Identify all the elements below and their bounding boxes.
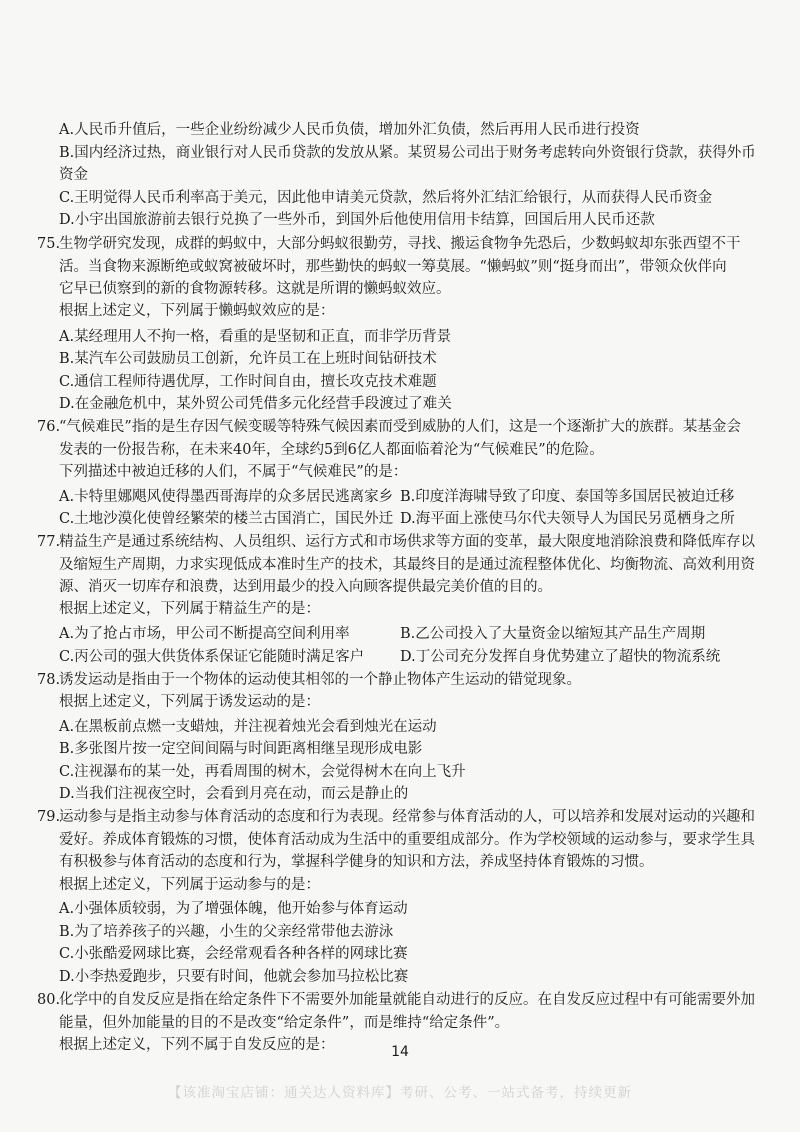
q79-prompt: 根据上述定义，下列属于运动参与的是： [59, 877, 320, 893]
q79-stem: 有积极参与体育活动的态度和行为，掌握科学健身的知识和方法，养成坚持体育锻炼的习惯。 [59, 854, 654, 870]
q77-prompt: 根据上述定义，下列属于精益生产的是： [59, 601, 320, 617]
q78-number: 78. [37, 672, 61, 688]
q75-option-a: A.某经理用人不拘一格，看重的是坚韧和正直，而非学历背景 [59, 329, 452, 345]
q77-stem: 及缩短生产周期，力求实现低成本准时生产的技术，其最终目的是通过流程整体优化、均衡物流、高效利用资 [59, 557, 755, 573]
q73-option-b-cont: 资金 [59, 167, 88, 183]
q78-option-a: A.在黑板前点燃一支蜡烛，并注视着烛光会看到烛光在运动 [59, 719, 437, 735]
q75-prompt: 根据上述定义，下列属于懒蚂蚁效应的是： [59, 303, 335, 319]
q80-stem: 能量，但外加能量的目的不是改变“给定条件”，而是维持“给定条件”。 [59, 1015, 510, 1031]
watermark: 【该准淘宝店铺：通关达人资料库】考研、公考、一站式备考，持续更新 [168, 1085, 632, 1101]
q79-option-d: D.小李热爱跑步，只要有时间，他就会参加马拉松比赛 [59, 969, 409, 985]
q73-option-b: B.国内经济过热，商业银行对人民币贷款的发放从紧。某贸易公司出于财务考虑转向外资银行贷款，获得外币 [59, 145, 756, 161]
page-number: 14 [391, 1044, 409, 1060]
q75-option-d: D.在金融危机中，某外贸公司凭借多元化经营手段渡过了难关 [59, 396, 452, 412]
q80-stem: 化学中的自发反应是指在给定条件下不需要外加能量就能自动进行的反应。在自发反应过程中有可能需要外加 [59, 992, 755, 1008]
q75-option-c: C.通信工程师待遇优厚，工作时间自由，擅长攻克技术难题 [59, 374, 437, 390]
q79-number: 79. [37, 809, 61, 825]
q79-stem: 爱好。养成体育锻炼的习惯，使体育活动成为生活中的重要组成部分。作为学校领域的运动参与，要求学生具 [59, 832, 755, 848]
q73-option-c: C.王明觉得人民币利率高于美元，因此他申请美元贷款，然后将外汇结汇给银行，从而获得人民币资金 [59, 190, 713, 206]
q77-option-a: A.为了抢占市场，甲公司不断提高空间利用率 [59, 626, 350, 642]
q75-option-b: B.某汽车公司鼓励员工创新，允许员工在上班时间钻研技术 [59, 351, 437, 367]
q75-number: 75. [37, 236, 61, 252]
q80-number: 80. [37, 992, 61, 1008]
q77-option-c: C.丙公司的强大供货体系保证它能随时满足客户 [59, 649, 365, 665]
q76-stem: 发表的一份报告称，在未来40年，全球约5到6亿人都面临着沦为“气候难民”的危险。 [59, 442, 604, 458]
q73-option-d: D.小宇出国旅游前去银行兑换了一些外币，到国外后他使用信用卡结算，回国后用人民币还款 [59, 212, 655, 228]
q75-stem: 生物学研究发现，成群的蚂蚁中，大部分蚂蚁很勤劳，寻找、搬运食物争先恐后，少数蚂蚁却东张西望不干 [59, 236, 741, 252]
q79-option-c: C.小张酷爱网球比赛，会经常观看各种各样的网球比赛 [59, 946, 408, 962]
q77-option-d: D.丁公司充分发挥自身优势建立了超快的物流系统 [400, 649, 721, 665]
q79-stem: 运动参与是指主动参与体育活动的态度和行为表现。经常参与体育活动的人，可以培养和发展对运动的兴趣和 [59, 809, 755, 825]
q76-option-b: B.印度洋海啸导致了印度、泰国等多国居民被迫迁移 [400, 489, 735, 505]
q80-prompt: 根据上述定义，下列不属于自发反应的是： [59, 1037, 335, 1053]
q76-stem: “气候难民”指的是生存因气候变暖等特殊气候因素而受到威胁的人们，这是一个逐渐扩大的族群。某基金会 [59, 419, 741, 435]
q78-option-c: C.注视瀑布的某一处，再看周围的树木，会觉得树木在向上飞升 [59, 764, 466, 780]
q77-stem: 源、消灭一切库存和浪费，达到用最少的投入向顾客提供最完美价值的目的。 [59, 579, 552, 595]
q76-prompt: 下列描述中被迫迁移的人们，不属于“气候难民”的是： [59, 464, 408, 480]
q79-option-b: B.为了培养孩子的兴趣，小生的父亲经常带他去游泳 [59, 924, 394, 940]
q76-option-d: D.海平面上涨使马尔代夫领导人为国民另觅栖身之所 [400, 511, 735, 527]
q78-option-b: B.多张图片按一定空间间隔与时间距离相继呈现形成电影 [59, 741, 423, 757]
q77-number: 77. [37, 534, 61, 550]
q79-option-a: A.小强体质较弱，为了增强体魄，他开始参与体育运动 [59, 901, 408, 917]
q78-option-d: D.当我们注视夜空时，会看到月亮在动，而云是静止的 [59, 786, 409, 802]
q78-stem: 诱发运动是指由于一个物体的运动使其相邻的一个静止物体产生运动的错觉现象。 [59, 672, 581, 688]
q78-prompt: 根据上述定义，下列属于诱发运动的是： [59, 694, 320, 710]
q75-stem: 它早已侦察到的新的食物源转移。这就是所谓的懒蚂蚁效应。 [59, 281, 451, 297]
q77-option-b: B.乙公司投入了大量资金以缩短其产品生产周期 [400, 626, 706, 642]
q73-option-a: A.人民币升值后，一些企业纷纷减少人民币负债，增加外汇负债，然后再用人民币进行投资 [59, 122, 640, 138]
q75-stem: 活。当食物来源断绝或蚁窝被破坏时，那些勤快的蚂蚁一筹莫展。“懒蚂蚁”则“挺身而出”，带领众伙伴向 [59, 259, 727, 275]
q77-stem: 精益生产是通过系统结构、人员组织、运行方式和市场供求等方面的变革，最大限度地消除浪费和降低库存以 [59, 534, 755, 550]
q76-option-c: C.土地沙漠化使曾经繁荣的楼兰古国消亡，国民外迁 [59, 511, 394, 527]
q76-number: 76. [37, 419, 61, 435]
q76-option-a: A.卡特里娜飓风使得墨西哥海岸的众多居民逃离家乡 [59, 489, 394, 505]
